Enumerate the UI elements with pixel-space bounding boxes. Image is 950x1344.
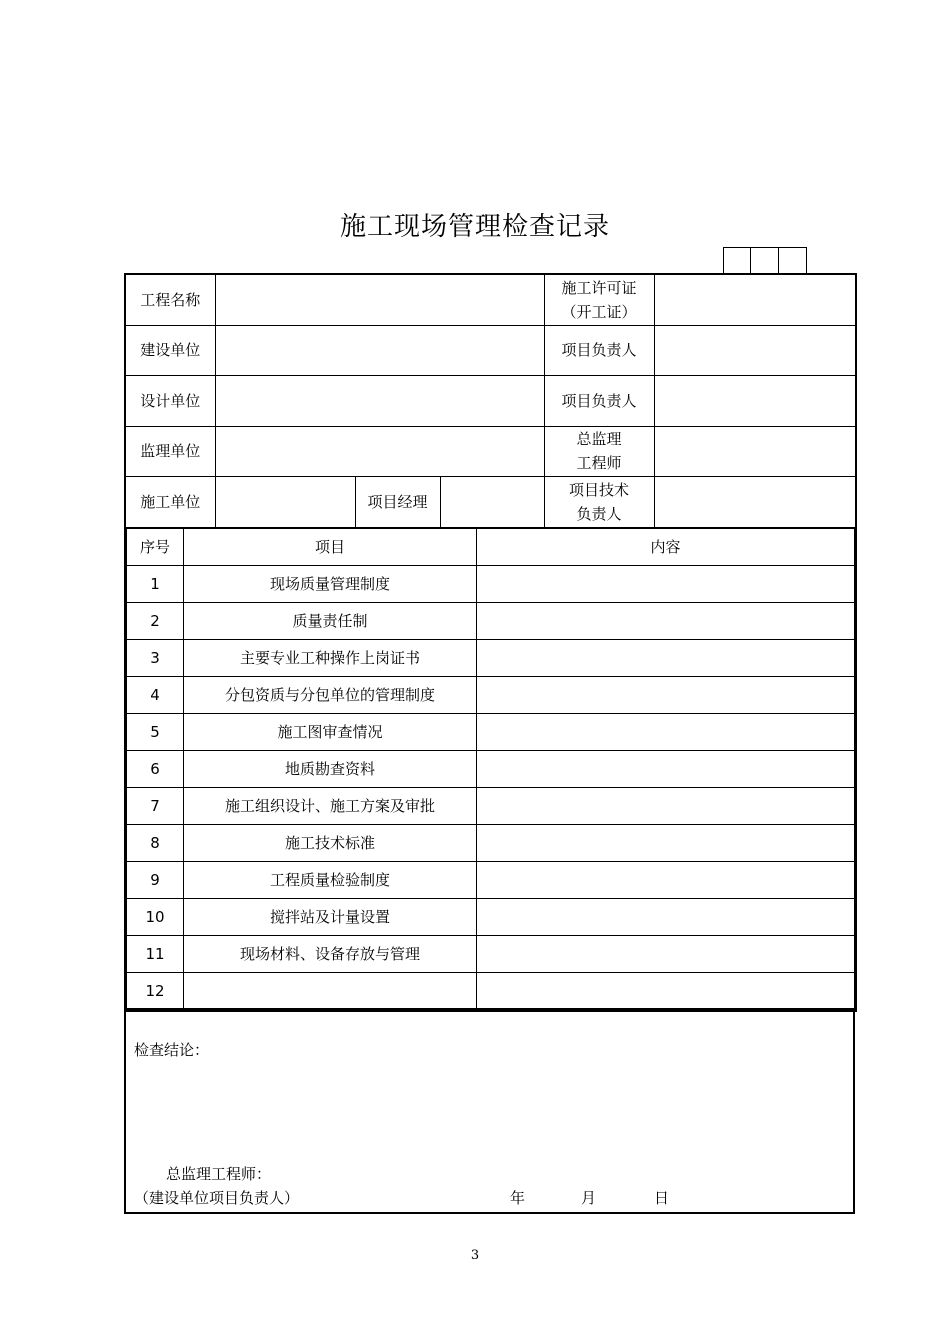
row-content-input[interactable] — [477, 713, 855, 750]
contractor-value[interactable] — [215, 476, 355, 527]
row-number: 10 — [127, 898, 184, 935]
owner-label: 建设单位 — [125, 325, 215, 375]
row-content-input[interactable] — [477, 602, 855, 639]
row-number: 8 — [127, 824, 184, 861]
owner-value[interactable] — [215, 325, 544, 375]
row-number: 7 — [127, 787, 184, 824]
contractor-label: 施工单位 — [125, 476, 215, 527]
row-number: 2 — [127, 602, 184, 639]
table-row — [127, 750, 855, 787]
table-row — [127, 972, 855, 1009]
conclusion-section[interactable] — [124, 1008, 855, 1214]
owner-lead-value[interactable] — [654, 325, 856, 375]
project-manager-value[interactable] — [440, 476, 544, 527]
col-header-content: 内容 — [477, 528, 855, 565]
row-content-input[interactable] — [477, 935, 855, 972]
col-header-no: 序号 — [127, 528, 184, 565]
page-title: 施工现场管理检查记录 — [339, 212, 610, 242]
date-month: 月 — [581, 1189, 597, 1207]
table-row — [127, 824, 855, 861]
owner-lead-sign-label: （建设单位项目负责人） — [134, 1189, 300, 1207]
row-number: 11 — [127, 935, 184, 972]
tech-lead-label: 项目技术 负责人 — [544, 476, 654, 527]
row-content-input[interactable] — [477, 639, 855, 676]
project-manager-label: 项目经理 — [355, 476, 440, 527]
row-content-input[interactable] — [477, 898, 855, 935]
tech-lead-value[interactable] — [654, 476, 856, 527]
table-row — [127, 935, 855, 972]
row-number: 1 — [127, 565, 184, 602]
row-item: 施工组织设计、施工方案及审批 — [184, 787, 477, 824]
items-table — [126, 528, 855, 1010]
table-row — [127, 602, 855, 639]
row-number: 9 — [127, 861, 184, 898]
row-number: 3 — [127, 639, 184, 676]
table-row — [127, 898, 855, 935]
chief-supervisor-label: 总监理 工程师 — [544, 426, 654, 476]
project-name-label: 工程名称 — [125, 274, 215, 325]
row-content-input[interactable] — [477, 676, 855, 713]
supervisor-label: 监理单位 — [125, 426, 215, 476]
row-item — [184, 972, 477, 1009]
row-item: 质量责任制 — [184, 602, 477, 639]
row-item: 分包资质与分包单位的管理制度 — [184, 676, 477, 713]
row-item: 施工技术标准 — [184, 824, 477, 861]
conclusion-label: 检查结论： — [134, 1041, 210, 1059]
design-value[interactable] — [215, 375, 544, 426]
row-number: 6 — [127, 750, 184, 787]
row-content-input[interactable] — [477, 565, 855, 602]
row-item: 主要专业工种操作上岗证书 — [184, 639, 477, 676]
row-item: 地质勘查资料 — [184, 750, 477, 787]
row-item: 现场质量管理制度 — [184, 565, 477, 602]
date-day: 日 — [654, 1189, 670, 1207]
row-number: 12 — [127, 972, 184, 1009]
code-box-2[interactable] — [750, 247, 779, 273]
row-item: 施工图审查情况 — [184, 713, 477, 750]
code-box-1[interactable] — [723, 247, 751, 273]
row-content-input[interactable] — [477, 972, 855, 1009]
supervisor-value[interactable] — [215, 426, 544, 476]
row-content-input[interactable] — [477, 787, 855, 824]
page-number: 3 — [470, 1248, 480, 1263]
chief-supervisor-value[interactable] — [654, 426, 856, 476]
design-lead-label: 项目负责人 — [544, 375, 654, 426]
design-lead-value[interactable] — [654, 375, 856, 426]
row-content-input[interactable] — [477, 861, 855, 898]
row-item: 工程质量检验制度 — [184, 861, 477, 898]
design-label: 设计单位 — [125, 375, 215, 426]
header-info-table — [124, 273, 857, 1012]
row-item: 搅拌站及计量设置 — [184, 898, 477, 935]
permit-value[interactable] — [654, 274, 856, 325]
row-number: 4 — [127, 676, 184, 713]
date-year: 年 — [510, 1189, 526, 1207]
table-row — [127, 713, 855, 750]
chief-supervisor-sign-label: 总监理工程师： — [166, 1165, 272, 1183]
owner-lead-label: 项目负责人 — [544, 325, 654, 375]
code-box-3[interactable] — [778, 247, 807, 273]
project-name-value[interactable] — [215, 274, 544, 325]
table-row — [127, 639, 855, 676]
row-number: 5 — [127, 713, 184, 750]
permit-label: 施工许可证 （开工证） — [544, 274, 654, 325]
col-header-item: 项目 — [184, 528, 477, 565]
row-item: 现场材料、设备存放与管理 — [184, 935, 477, 972]
table-row — [127, 861, 855, 898]
table-row — [127, 676, 855, 713]
table-row — [127, 565, 855, 602]
row-content-input[interactable] — [477, 824, 855, 861]
row-content-input[interactable] — [477, 750, 855, 787]
table-row — [127, 787, 855, 824]
